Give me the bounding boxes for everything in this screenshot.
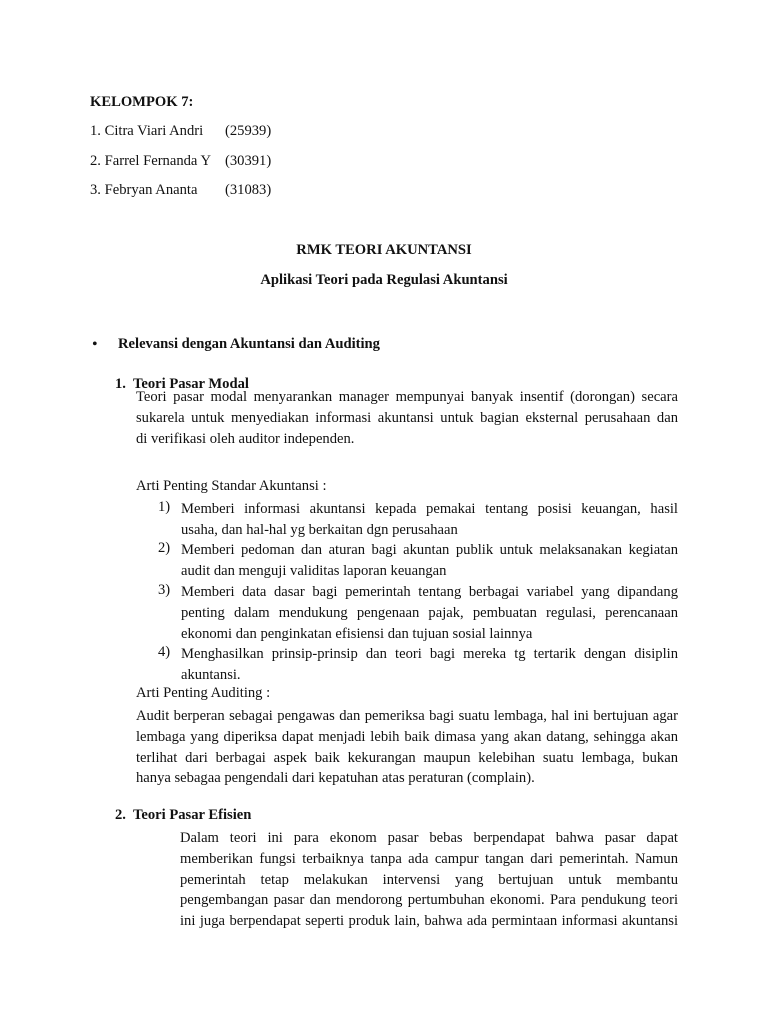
text-line: memberikan fungsi terbaiknya tanpa ada campur tangan dari pemerintah. Namun: [180, 850, 678, 867]
section1-intro-cont: [136, 408, 678, 450]
list-text: [181, 540, 678, 582]
text-line: Memberi informasi akuntansi kepada pemakai tentang posisi keuangan, hasil: [181, 501, 678, 517]
list-text: [181, 499, 678, 541]
member-number: 2.: [90, 153, 101, 169]
document-title: RMK TEORI AKUNTANSI: [296, 242, 472, 258]
list-number: 1): [158, 499, 171, 515]
text-line: Dalam teori ini para ekonom pasar bebas berpendapat bahwa pasar dapat: [180, 830, 678, 846]
text-line: hanya sebagaa pengendali dari kepatuhan atas peraturan (complain).: [136, 770, 535, 787]
member-id: (30391): [225, 153, 272, 169]
text-line: audit dan menguji validitas laporan keuangan: [181, 562, 447, 579]
text-line: usaha, dan hal-hal yg berkaitan dgn perusahaan: [181, 521, 458, 538]
text-line: terlihat dari berbagai aspek baik kekurangan maupun kelebihan suatu lembaga, bukan: [136, 749, 678, 766]
text-line: Menghasilkan prinsip-prinsip dan teori bagi mereka tg tertarik dengan disiplin: [181, 646, 678, 662]
member-name: Febryan Ananta: [104, 182, 198, 198]
list-text: [181, 644, 678, 686]
text-line: Audit berperan sebagai pengawas dan pemeriksa bagi suatu lembaga, hal ini bertujuan agar: [136, 708, 678, 724]
section1-intro: [136, 387, 678, 408]
text-line: penting dalam mendukung pengenaan pajak, pembuatan regulasi, perencanaan: [181, 604, 678, 621]
bullet-heading: Relevansi dengan Akuntansi dan Auditing: [118, 336, 380, 352]
member-number: 1.: [90, 123, 101, 139]
member-number: 3.: [90, 182, 101, 198]
member-id: (25939): [225, 123, 272, 139]
list-number: 2): [158, 540, 171, 556]
member-row: [90, 153, 272, 170]
text-line: ekonomi dan penginkatan efisiensi dan tujuan sosial lainnya: [181, 625, 533, 642]
text-line: di verifikasi oleh auditor independen.: [136, 430, 355, 447]
list-number: 4): [158, 644, 171, 660]
list-text: [181, 582, 678, 644]
member-row: [90, 182, 272, 199]
text-line: akuntansi.: [181, 666, 241, 683]
member-name: Farrel Fernanda Y: [104, 153, 212, 169]
text-line: Memberi data dasar bagi pemerintah tentang berbagai variabel yang dipandang: [181, 584, 678, 600]
text-line: Teori pasar modal menyarankan manager mempunyai banyak insentif (dorongan) secara: [136, 389, 678, 405]
section-heading: 1. Teori Pasar Modal: [115, 376, 249, 392]
member-name: Citra Viari Andri: [104, 123, 204, 139]
text-line: Memberi pedoman dan aturan bagi akuntan publik untuk melaksanakan kegiatan: [181, 542, 678, 558]
auditing-label: Arti Penting Auditing :: [136, 685, 271, 701]
auditing-paragraph: [136, 706, 678, 789]
document-subtitle: Aplikasi Teori pada Regulasi Akuntansi: [260, 272, 508, 288]
member-row: [90, 123, 272, 140]
group-title: KELOMPOK 7:: [90, 94, 194, 110]
text-line: lembaga yang diperiksa dapat menjadi lebih baik dimasa yang akan datang, sehingga akan: [136, 728, 678, 745]
text-line: sukarela untuk menyediakan informasi akuntansi untuk bagian eksternal perusahaan dan: [136, 410, 678, 426]
text-line: pemerintah tetap melakukan intervensi yang bertujuan untuk membantu: [180, 871, 678, 888]
list-number: 3): [158, 582, 171, 598]
bullet-icon: •: [92, 336, 98, 353]
member-id: (31083): [225, 182, 272, 198]
standards-label: Arti Penting Standar Akuntansi :: [136, 478, 327, 494]
text-line: pengembangan pasar dan mendorong pertumbuhan ekonomi. Para pendukung teori: [180, 892, 678, 909]
section2-paragraph: [180, 828, 678, 932]
section-heading: 2. Teori Pasar Efisien: [115, 807, 252, 823]
text-line: ini juga berpendapat seperti produk lain, bahwa ada permintaan informasi akuntansi: [180, 913, 678, 930]
